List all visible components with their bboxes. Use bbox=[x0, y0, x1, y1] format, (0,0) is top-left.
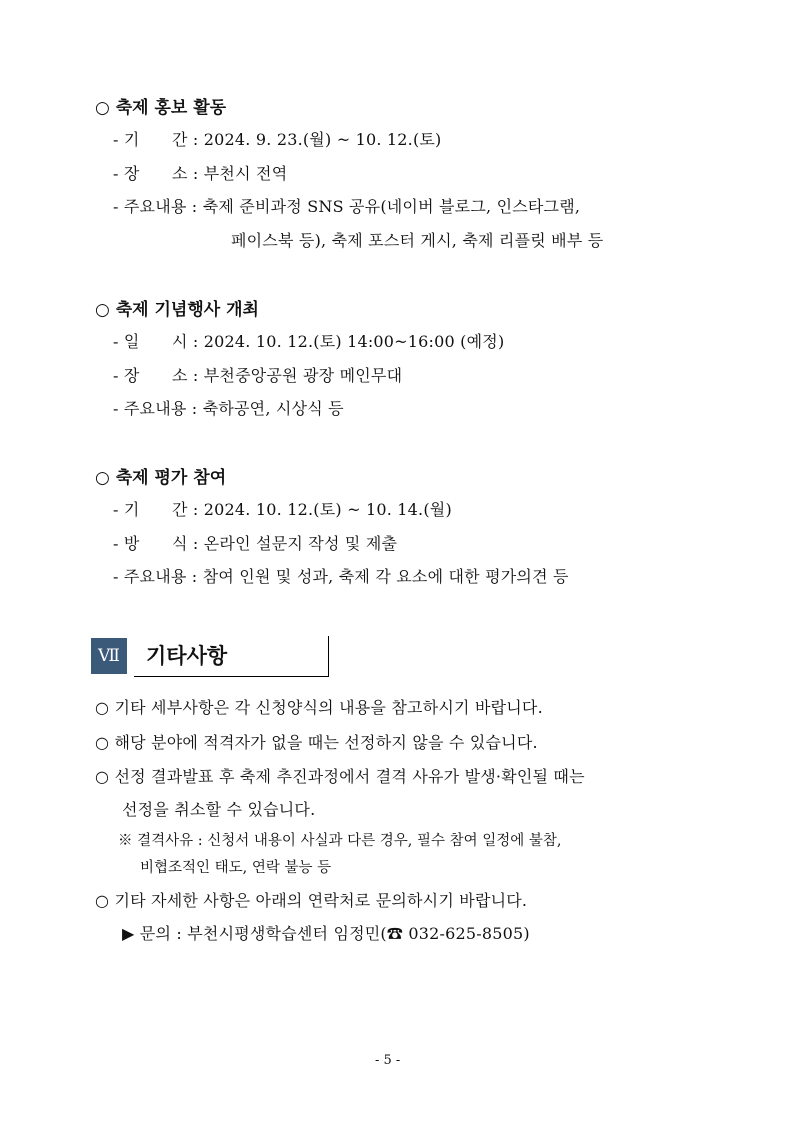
section-title: 기타사항 bbox=[146, 644, 228, 668]
detail-line bbox=[113, 564, 569, 587]
section-heading-evaluation: ○ 축제 평가 참여 bbox=[95, 468, 227, 488]
detail-line bbox=[113, 396, 344, 419]
section-heading-event: ○ 축제 기념행사 개최 bbox=[95, 300, 259, 320]
detail-value: 참여 인원 및 성과, 축제 각 요소에 대한 평가의견 등 bbox=[202, 567, 569, 586]
notice-bullet-continued: 선정을 취소할 수 있습니다. bbox=[122, 800, 316, 819]
detail-label: - 주요내용 : bbox=[113, 399, 198, 418]
detail-line bbox=[113, 194, 580, 217]
detail-value-continued: 페이스북 등), 축제 포스터 게시, 축제 리플릿 배부 등 bbox=[231, 231, 604, 250]
disqualification-note-continued: 비협조적인 태도, 연락 불능 등 bbox=[140, 860, 332, 876]
detail-line bbox=[113, 497, 452, 520]
disqualification-note: ※ 결격사유 : 신청서 내용이 사실과 다른 경우, 필수 참여 일정에 불참, bbox=[118, 833, 562, 849]
detail-value: 2024. 9. 23.(월) ~ 10. 12.(토) bbox=[203, 130, 442, 149]
section-number-badge: Ⅶ bbox=[91, 638, 127, 674]
detail-value: 부천중앙공원 광장 메인무대 bbox=[203, 366, 403, 385]
detail-label: - 주요내용 : bbox=[113, 197, 198, 216]
detail-value: 온라인 설문지 작성 및 제출 bbox=[203, 534, 398, 553]
notice-bullet: ○ 선정 결과발표 후 축제 추진과정에서 결격 사유가 발생·확인될 때는 bbox=[95, 767, 585, 786]
detail-label: - 일 시 : bbox=[113, 332, 199, 351]
detail-value: 축제 준비과정 SNS 공유(네이버 블로그, 인스타그램, bbox=[202, 197, 581, 216]
section-title-underline bbox=[134, 676, 329, 677]
notice-bullet: ○ 해당 분야에 적격자가 없을 때는 선정하지 않을 수 있습니다. bbox=[95, 733, 538, 752]
contact-info: ▶ 문의 : 부천시평생학습센터 임정민(☎ 032-625-8505) bbox=[122, 924, 530, 943]
detail-line bbox=[113, 329, 504, 352]
section-title-divider bbox=[328, 636, 329, 677]
detail-value: 2024. 10. 12.(토) ~ 10. 14.(월) bbox=[203, 500, 452, 519]
page-number: - 5 - bbox=[375, 1053, 401, 1068]
detail-label: - 장 소 : bbox=[113, 164, 199, 183]
notice-bullet: ○ 기타 세부사항은 각 신청양식의 내용을 참고하시기 바랍니다. bbox=[95, 698, 543, 717]
detail-label: - 기 간 : bbox=[113, 130, 199, 149]
detail-value: 2024. 10. 12.(토) 14:00~16:00 (예정) bbox=[203, 332, 505, 351]
detail-value: 부천시 전역 bbox=[203, 164, 288, 183]
detail-label: - 기 간 : bbox=[113, 500, 199, 519]
detail-line bbox=[113, 363, 402, 386]
detail-line bbox=[113, 127, 442, 150]
notice-bullet: ○ 기타 자세한 사항은 아래의 연락처로 문의하시기 바랍니다. bbox=[95, 891, 528, 910]
detail-line bbox=[113, 531, 397, 554]
detail-label: - 장 소 : bbox=[113, 366, 199, 385]
detail-line bbox=[113, 161, 287, 184]
detail-value: 축하공연, 시상식 등 bbox=[202, 399, 344, 418]
section-heading-promotion: ○ 축제 홍보 활동 bbox=[95, 98, 227, 118]
detail-label: - 방 식 : bbox=[113, 534, 199, 553]
detail-label: - 주요내용 : bbox=[113, 567, 198, 586]
